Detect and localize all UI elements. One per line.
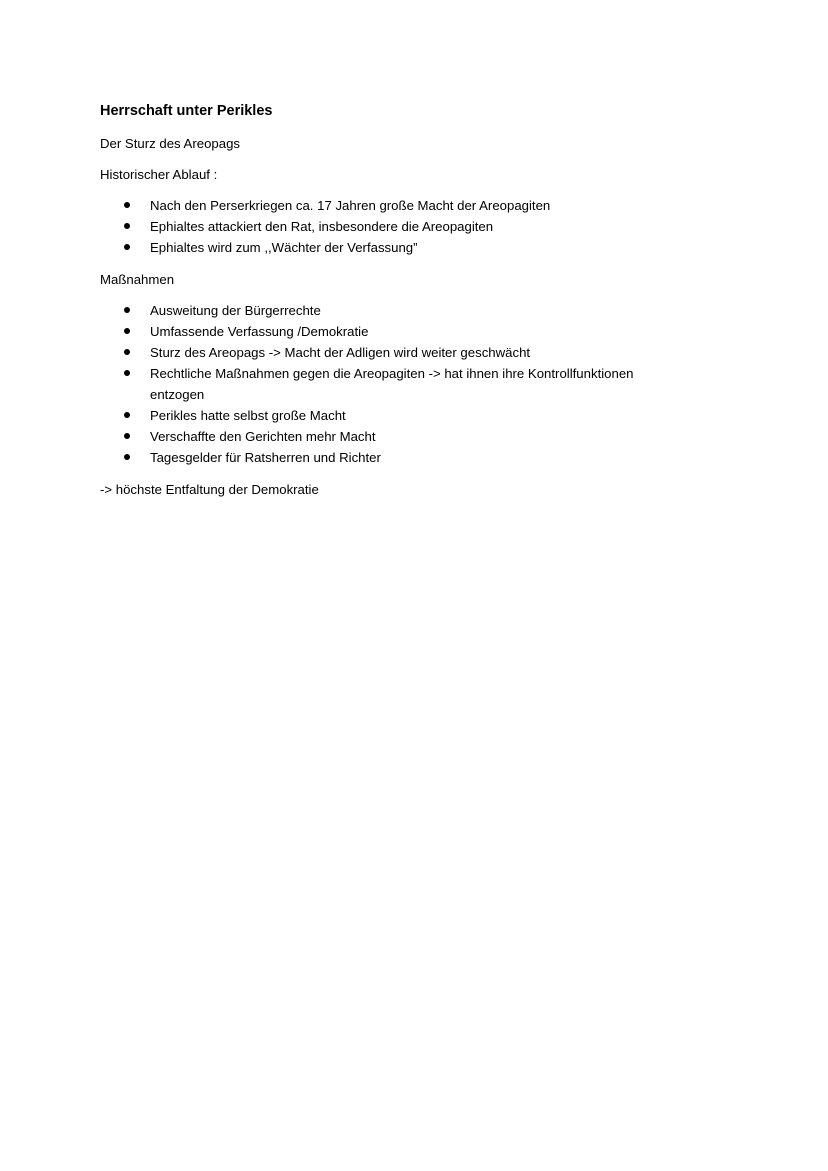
list-item — [100, 300, 690, 321]
list-item-text: Sturz des Areopags -> Macht der Adligen wird weiter geschwächt — [150, 345, 531, 360]
bullet-list-massnahmen — [100, 300, 700, 468]
list-item — [100, 363, 690, 405]
list-item — [100, 216, 690, 237]
bullet-icon — [124, 412, 130, 418]
list-item-text: Ephialtes attackiert den Rat, insbesondere die Areopagiten — [150, 219, 494, 234]
list-item-text: Umfassende Verfassung /Demokratie — [150, 324, 369, 339]
list-item-text: Verschaffte den Gerichten mehr Macht — [150, 429, 376, 444]
document-subtitle: Der Sturz des Areopags — [100, 136, 241, 151]
conclusion-text: -> höchste Entfaltung der Demokratie — [100, 482, 319, 497]
list-item-text: Ausweitung der Bürgerrechte — [150, 303, 321, 318]
list-item — [100, 237, 690, 258]
document-body — [100, 100, 700, 500]
list-item-text: Perikles hatte selbst große Macht — [150, 408, 346, 423]
list-item-text: Ephialtes wird zum ,,Wächter der Verfassung” — [150, 240, 418, 255]
section-heading-historischer-ablauf: Historischer Ablauf : — [100, 167, 218, 182]
bullet-icon — [124, 202, 130, 208]
list-item — [100, 321, 690, 342]
list-item — [100, 447, 690, 468]
bullet-icon — [124, 370, 130, 376]
bullet-icon — [124, 433, 130, 439]
list-item — [100, 342, 690, 363]
bullet-icon — [124, 244, 130, 250]
list-item — [100, 426, 690, 447]
bullet-icon — [124, 349, 130, 355]
bullet-icon — [124, 454, 130, 460]
list-item — [100, 195, 690, 216]
list-item-text: Nach den Perserkriegen ca. 17 Jahren große Macht der Areopagiten — [150, 198, 551, 213]
list-item-text: Rechtliche Maßnahmen gegen die Areopagiten -> hat ihnen ihre Kontrollfunktionen entzogen — [150, 366, 634, 402]
bullet-list-historischer-ablauf — [100, 195, 700, 258]
bullet-icon — [124, 328, 130, 334]
list-item-text: Tagesgelder für Ratsherren und Richter — [150, 450, 381, 465]
document-title: Herrschaft unter Perikles — [100, 103, 273, 119]
section-heading-massnahmen: Maßnahmen — [100, 272, 175, 287]
bullet-icon — [124, 307, 130, 313]
list-item — [100, 405, 690, 426]
bullet-icon — [124, 223, 130, 229]
